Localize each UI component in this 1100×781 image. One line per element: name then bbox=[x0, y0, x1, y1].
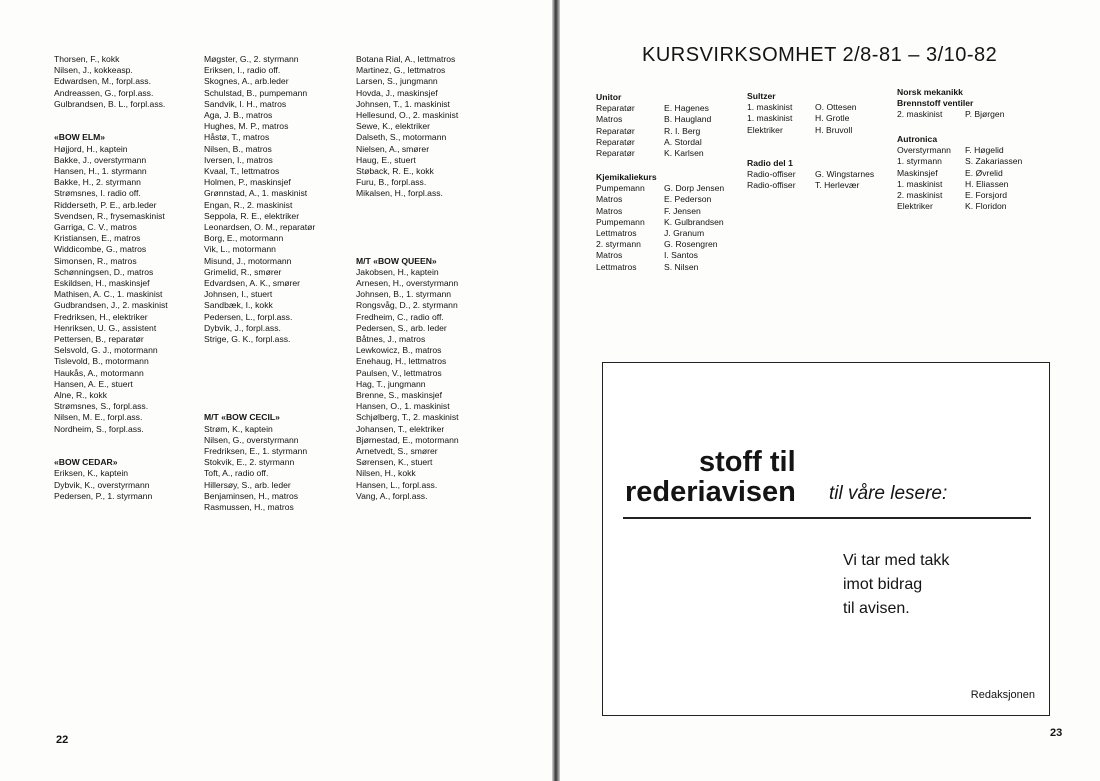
course-participant bbox=[596, 126, 711, 137]
crew-entry: Enehaug, H., lettmatros bbox=[356, 356, 447, 367]
course-participant bbox=[596, 250, 724, 261]
participant-role: Reparatør bbox=[596, 136, 635, 147]
crew-entry: Edvardsen, A. K., smører bbox=[204, 278, 300, 289]
course-unitor bbox=[596, 92, 711, 159]
course-heading: Autronica bbox=[897, 134, 938, 144]
crew-entry: Kristiansen, E., matros bbox=[54, 233, 141, 244]
participant-name: G. Dorp Jensen bbox=[664, 183, 725, 194]
crew-entry: Furu, B., forpl.ass. bbox=[356, 177, 427, 188]
participant-role: Radio-offiser bbox=[747, 169, 796, 180]
crew-entry: Møgster, G., 2. styrmann bbox=[204, 54, 299, 64]
course-heading: Sultzer bbox=[747, 91, 776, 101]
participant-name: O. Ottesen bbox=[815, 102, 857, 113]
crew-entry: Seppola, R. E., elektriker bbox=[204, 210, 300, 221]
course-participant bbox=[596, 103, 711, 114]
participant-role: 2. maskinist bbox=[897, 190, 943, 201]
course-participant bbox=[747, 102, 857, 113]
crew-entry: Grimelid, R., smører bbox=[204, 266, 282, 277]
participant-name: J. Granum bbox=[664, 228, 705, 239]
course-participant bbox=[596, 217, 724, 228]
spacer bbox=[356, 222, 459, 233]
course-participant bbox=[897, 179, 1022, 190]
crew-entry: Sandvik, I. H., matros bbox=[204, 98, 287, 109]
ad-headline-line1: stoff til bbox=[699, 446, 796, 478]
ad-divider bbox=[623, 517, 1031, 519]
crew-entry: Vik, L., motormann bbox=[204, 244, 276, 255]
course-norsk-mekanikk bbox=[897, 87, 1005, 121]
crew-entry: Johnsen, I., stuert bbox=[204, 289, 273, 300]
crew-entry: Iversen, I., matros bbox=[204, 154, 273, 165]
participant-name: G. Rosengren bbox=[664, 239, 718, 250]
crew-entry: Hansen, O., 1. maskinist bbox=[356, 401, 450, 412]
crew-entry: Lewkowicz, B., matros bbox=[356, 345, 442, 356]
participant-role: Reparatør bbox=[596, 125, 635, 136]
crew-entry: Arnesen, H., overstyrmann bbox=[356, 277, 459, 288]
crew-entry: Nilsen, B., matros bbox=[204, 143, 272, 154]
crew-entry: Fredheim, C., radio off. bbox=[356, 311, 444, 322]
crew-entry: Andreassen, G., forpl.ass. bbox=[54, 87, 154, 98]
crew-entry: Grønnstad, A., 1. maskinist bbox=[204, 188, 308, 199]
crew-entry: Højjord, H., kaptein bbox=[54, 143, 128, 154]
spacer bbox=[356, 200, 459, 211]
spacer bbox=[204, 401, 315, 412]
course-subheading: Brennstoff ventiler bbox=[897, 98, 974, 109]
spacer bbox=[204, 356, 315, 367]
participant-role: 2. styrmann bbox=[596, 239, 641, 250]
crew-entry: Sewe, K., elektriker bbox=[356, 121, 431, 132]
crew-entry: Misund, J., motormann bbox=[204, 255, 292, 266]
crew-entry: Dalseth, S., motormann bbox=[356, 132, 447, 143]
crew-entry: Brenne, S., maskinsjef bbox=[356, 390, 442, 401]
ad-headline-line2: rederiavisen bbox=[625, 476, 796, 508]
crew-entry: Hovda, J., maskinsjef bbox=[356, 87, 438, 98]
crew-entry: Nilsen, J., kokkeasp. bbox=[54, 65, 133, 76]
spacer bbox=[204, 379, 315, 390]
page-number-left: 22 bbox=[56, 734, 69, 746]
course-participant bbox=[747, 169, 874, 180]
course-participant bbox=[747, 125, 857, 136]
crew-entry: Skognes, A., arb.leder bbox=[204, 76, 289, 87]
crew-entry: Borg, E., motormann bbox=[204, 233, 284, 244]
spacer bbox=[204, 390, 315, 401]
crew-entry: Pettersen, B., reparatør bbox=[54, 334, 144, 345]
course-participant bbox=[596, 228, 724, 239]
crew-entry: Johansen, T., elektriker bbox=[356, 423, 445, 434]
participant-name: P. Bjørgen bbox=[965, 109, 1005, 120]
participant-name: K. Floridon bbox=[965, 201, 1007, 212]
crew-entry: Fredriksen, H., elektriker bbox=[54, 311, 148, 322]
participant-name: H. Grotle bbox=[815, 113, 850, 124]
crew-entry: Engan, R., 2. maskinist bbox=[204, 199, 293, 210]
participant-name: E. Hagenes bbox=[664, 103, 709, 114]
crew-entry: Strige, G. K., forpl.ass. bbox=[204, 334, 291, 345]
course-title: KURSVIRKSOMHET 2/8-81 – 3/10-82 bbox=[642, 44, 998, 66]
participant-role: Pumpemann bbox=[596, 183, 645, 194]
crew-entry: Martinez, G., lettmatros bbox=[356, 65, 446, 76]
right-page bbox=[560, 0, 1100, 781]
crew-entry: Thorsen, F., kokk bbox=[54, 54, 120, 64]
crew-entry: Hansen, A. E., stuert bbox=[54, 378, 133, 389]
participant-name: B. Haugland bbox=[664, 114, 712, 125]
crew-entry: Hansen, L., forpl.ass. bbox=[356, 479, 438, 490]
crew-entry: Hag, T., jungmann bbox=[356, 378, 426, 389]
participant-role: Matros bbox=[596, 194, 623, 205]
crew-entry: Nielsen, A., smører bbox=[356, 143, 430, 154]
spacer bbox=[54, 435, 168, 446]
participant-name: A. Stordal bbox=[664, 136, 702, 147]
participant-name: G. Wingstarnes bbox=[815, 169, 875, 180]
spacer bbox=[54, 121, 168, 132]
crew-entry: Fredriksen, E., 1. styrmann bbox=[204, 446, 308, 457]
participant-role: Overstyrmann bbox=[897, 145, 951, 156]
participant-role: Maskinsjef bbox=[897, 167, 938, 178]
participant-role: 1. styrmann bbox=[897, 156, 942, 167]
crew-entry: Mathisen, A. C., 1. maskinist bbox=[54, 289, 163, 300]
participant-role: Reparatør bbox=[596, 103, 635, 114]
participant-role: Reparatør bbox=[596, 148, 635, 159]
ship-heading: «BOW CEDAR» bbox=[54, 457, 118, 468]
crew-entry: Mikalsen, H., forpl.ass. bbox=[356, 188, 443, 199]
participant-role: 1. maskinist bbox=[747, 113, 793, 124]
crew-entry: Strøm, K., kaptein bbox=[204, 423, 273, 434]
crew-entry: Bakke, J., overstyrmann bbox=[54, 154, 147, 165]
ship-heading: M/T «BOW QUEEN» bbox=[356, 255, 437, 266]
course-sultzer bbox=[747, 91, 857, 136]
participant-role: Radio-offiser bbox=[747, 180, 796, 191]
crew-entry: Tislevold, B., motormann bbox=[54, 356, 149, 367]
course-participant bbox=[897, 145, 1022, 156]
course-participant bbox=[596, 137, 711, 148]
crew-entry: Widdicombe, G., matros bbox=[54, 244, 147, 255]
crew-entry: Nordheim, S., forpl.ass. bbox=[54, 423, 144, 434]
course-participant bbox=[596, 114, 711, 125]
participant-role: Pumpemann bbox=[596, 216, 645, 227]
crew-entry: Håstø, T., matros bbox=[204, 132, 270, 143]
participant-role: Matros bbox=[596, 114, 623, 125]
crew-column-2 bbox=[204, 54, 315, 513]
crew-entry: Dybvik, K., overstyrmann bbox=[54, 479, 150, 490]
crew-entry: Hellesund, O., 2. maskinist bbox=[356, 110, 459, 121]
crew-entry: Bjørnestad, E., motormann bbox=[356, 434, 459, 445]
spacer bbox=[204, 345, 315, 356]
crew-entry: Simonsen, R., matros bbox=[54, 255, 137, 266]
crew-entry: Ridderseth, P. E., arb.leder bbox=[54, 199, 157, 210]
course-kjemikaliekurs bbox=[596, 172, 724, 273]
crew-entry: Schønningsen, D., matros bbox=[54, 266, 154, 277]
crew-entry: Henriksen, U. G., assistent bbox=[54, 322, 157, 333]
participant-name: R. I. Berg bbox=[664, 125, 701, 136]
crew-entry: Rongsvåg, D., 2. styrmann bbox=[356, 300, 458, 311]
participant-name: E. Forsjord bbox=[965, 190, 1008, 201]
course-heading: Radio del 1 bbox=[747, 158, 793, 168]
participant-name: T. Herlevær bbox=[815, 180, 860, 191]
ad-subtitle: til våre lesere: bbox=[829, 483, 948, 504]
crew-entry: Arnetvedt, S., smører bbox=[356, 446, 438, 457]
course-participant bbox=[747, 113, 857, 124]
crew-entry: Gudbrandsen, J., 2. maskinist bbox=[54, 300, 168, 311]
crew-entry: Svendsen, R., frysemaskinist bbox=[54, 210, 165, 221]
crew-entry: Båtnes, J., matros bbox=[356, 334, 426, 344]
crew-entry: Pedersen, S., arb. leder bbox=[356, 322, 447, 333]
spacer bbox=[204, 368, 315, 379]
spacer bbox=[54, 446, 168, 457]
course-participant bbox=[897, 190, 1022, 201]
crew-entry: Hughes, M. P., matros bbox=[204, 121, 289, 132]
course-participant bbox=[596, 183, 724, 194]
crew-entry: Eriksen, I., radio off. bbox=[204, 65, 281, 76]
participant-role: Lettmatros bbox=[596, 228, 637, 239]
participant-name: F. Høgelid bbox=[965, 145, 1004, 156]
course-heading: Kjemikaliekurs bbox=[596, 172, 657, 182]
book-spine bbox=[552, 0, 560, 781]
crew-entry: Hillersøy, S., arb. leder bbox=[204, 479, 291, 490]
course-heading: Unitor bbox=[596, 92, 622, 102]
course-participant bbox=[897, 168, 1022, 179]
course-autronica bbox=[897, 134, 1022, 212]
crew-entry: Haug, E., stuert bbox=[356, 154, 416, 165]
crew-entry: Strømsnes, I. radio off. bbox=[54, 188, 141, 199]
crew-entry: Pedersen, P., 1. styrmann bbox=[54, 490, 153, 501]
crew-entry: Larsen, S., jungmann bbox=[356, 76, 438, 87]
participant-role: Matros bbox=[596, 205, 623, 216]
crew-entry: Bakke, H., 2. styrmann bbox=[54, 177, 141, 188]
ad-message-line: til avisen. bbox=[843, 600, 910, 617]
spacer bbox=[356, 211, 459, 222]
course-participant bbox=[897, 109, 1005, 120]
crew-entry: Vang, A., forpl.ass. bbox=[356, 490, 428, 501]
crew-entry: Schjølberg, T., 2. maskinist bbox=[356, 412, 459, 423]
course-participant bbox=[596, 239, 724, 250]
ad-message-line: imot bidrag bbox=[843, 576, 923, 593]
course-participant bbox=[596, 194, 724, 205]
course-participant bbox=[596, 262, 724, 273]
spacer bbox=[356, 233, 459, 244]
participant-name: K. Gulbrandsen bbox=[664, 216, 724, 227]
crew-entry: Edwardsen, M., forpl.ass. bbox=[54, 76, 151, 87]
crew-entry: Hansen, H., 1. styrmann bbox=[54, 166, 147, 176]
crew-entry: Botana Rial, A., lettmatros bbox=[356, 54, 456, 64]
crew-entry: Holmen, P., maskinsjef bbox=[204, 177, 291, 188]
crew-entry: Selsvold, G. J., motormann bbox=[54, 345, 158, 356]
crew-entry: Haukås, A., motormann bbox=[54, 367, 144, 378]
reader-contribution-ad bbox=[602, 362, 1050, 716]
participant-name: S. Nilsen bbox=[664, 261, 699, 272]
page-number-right: 23 bbox=[1050, 727, 1063, 739]
participant-name: E. Pederson bbox=[664, 194, 712, 205]
crew-entry: Nilsen, H., kokk bbox=[356, 468, 416, 479]
crew-entry: Strømsnes, S., forpl.ass. bbox=[54, 401, 149, 412]
ad-message bbox=[843, 549, 949, 621]
crew-entry: Rasmussen, H., matros bbox=[204, 502, 294, 513]
ship-heading: «BOW ELM» bbox=[54, 132, 106, 143]
crew-entry: Gulbrandsen, B. L., forpl.ass. bbox=[54, 98, 166, 109]
crew-entry: Sandbæk, I., kokk bbox=[204, 300, 273, 311]
crew-entry: Alne, R., kokk bbox=[54, 390, 108, 401]
participant-name: H. Bruvoll bbox=[815, 124, 853, 135]
spacer bbox=[356, 244, 459, 255]
participant-role: Matros bbox=[596, 250, 623, 261]
course-participant bbox=[596, 206, 724, 217]
course-heading: Norsk mekanikk bbox=[897, 87, 963, 97]
ship-heading: M/T «BOW CECIL» bbox=[204, 412, 280, 423]
crew-entry: Leonardsen, O. M., reparatør bbox=[204, 222, 316, 233]
crew-entry: Pedersen, L., forpl.ass. bbox=[204, 311, 293, 322]
participant-name: S. Zakariassen bbox=[965, 156, 1023, 167]
participant-role: Lettmatros bbox=[596, 261, 637, 272]
crew-entry: Paulsen, V., lettmatros bbox=[356, 367, 442, 378]
participant-name: H. Eliassen bbox=[965, 178, 1009, 189]
participant-role: Elektriker bbox=[747, 124, 783, 135]
ad-signature: Redaksjonen bbox=[970, 689, 1035, 701]
participant-name: K. Karlsen bbox=[664, 148, 704, 159]
crew-entry: Johnsen, B., 1. styrmann bbox=[356, 289, 452, 300]
spacer bbox=[54, 110, 168, 121]
crew-entry: Schulstad, B., pumpemann bbox=[204, 87, 308, 98]
crew-entry: Stokvik, E., 2. styrmann bbox=[204, 457, 295, 468]
crew-entry: Aga, J. B., matros bbox=[204, 110, 273, 121]
crew-entry: Dybvik, J., forpl.ass. bbox=[204, 322, 281, 333]
participant-role: 2. maskinist bbox=[897, 109, 943, 120]
ad-message-line: Vi tar med takk bbox=[843, 552, 950, 569]
crew-entry: Sørensen, K., stuert bbox=[356, 457, 433, 468]
crew-entry: Eskildsen, H., maskinsjef bbox=[54, 278, 150, 289]
participant-name: F. Jensen bbox=[664, 205, 701, 216]
crew-column-3 bbox=[356, 54, 459, 502]
course-participant bbox=[596, 148, 711, 159]
course-participant bbox=[897, 156, 1022, 167]
participant-role: 1. maskinist bbox=[897, 178, 943, 189]
course-radio bbox=[747, 158, 874, 192]
crew-entry: Støback, R. E., kokk bbox=[356, 166, 434, 177]
crew-entry: Jakobsen, H., kaptein bbox=[356, 266, 439, 277]
participant-name: I. Santos bbox=[664, 250, 698, 261]
course-participant bbox=[747, 180, 874, 191]
crew-entry: Nilsen, M. E., forpl.ass. bbox=[54, 412, 143, 423]
participant-role: Elektriker bbox=[897, 201, 933, 212]
course-participant bbox=[897, 201, 1022, 212]
crew-entry: Johnsen, T., 1. maskinist bbox=[356, 98, 450, 109]
participant-role: 1. maskinist bbox=[747, 102, 793, 113]
crew-column-1 bbox=[54, 54, 168, 502]
crew-entry: Benjaminsen, H., matros bbox=[204, 490, 299, 501]
crew-entry: Garriga, C. V., matros bbox=[54, 222, 137, 233]
crew-entry: Kvaal, T., lettmatros bbox=[204, 166, 280, 177]
crew-entry: Toft, A., radio off. bbox=[204, 468, 269, 479]
crew-entry: Eriksen, K., kaptein bbox=[54, 468, 129, 479]
crew-entry: Nilsen, G., overstyrmann bbox=[204, 434, 299, 445]
participant-name: E. Øvrelid bbox=[965, 167, 1003, 178]
